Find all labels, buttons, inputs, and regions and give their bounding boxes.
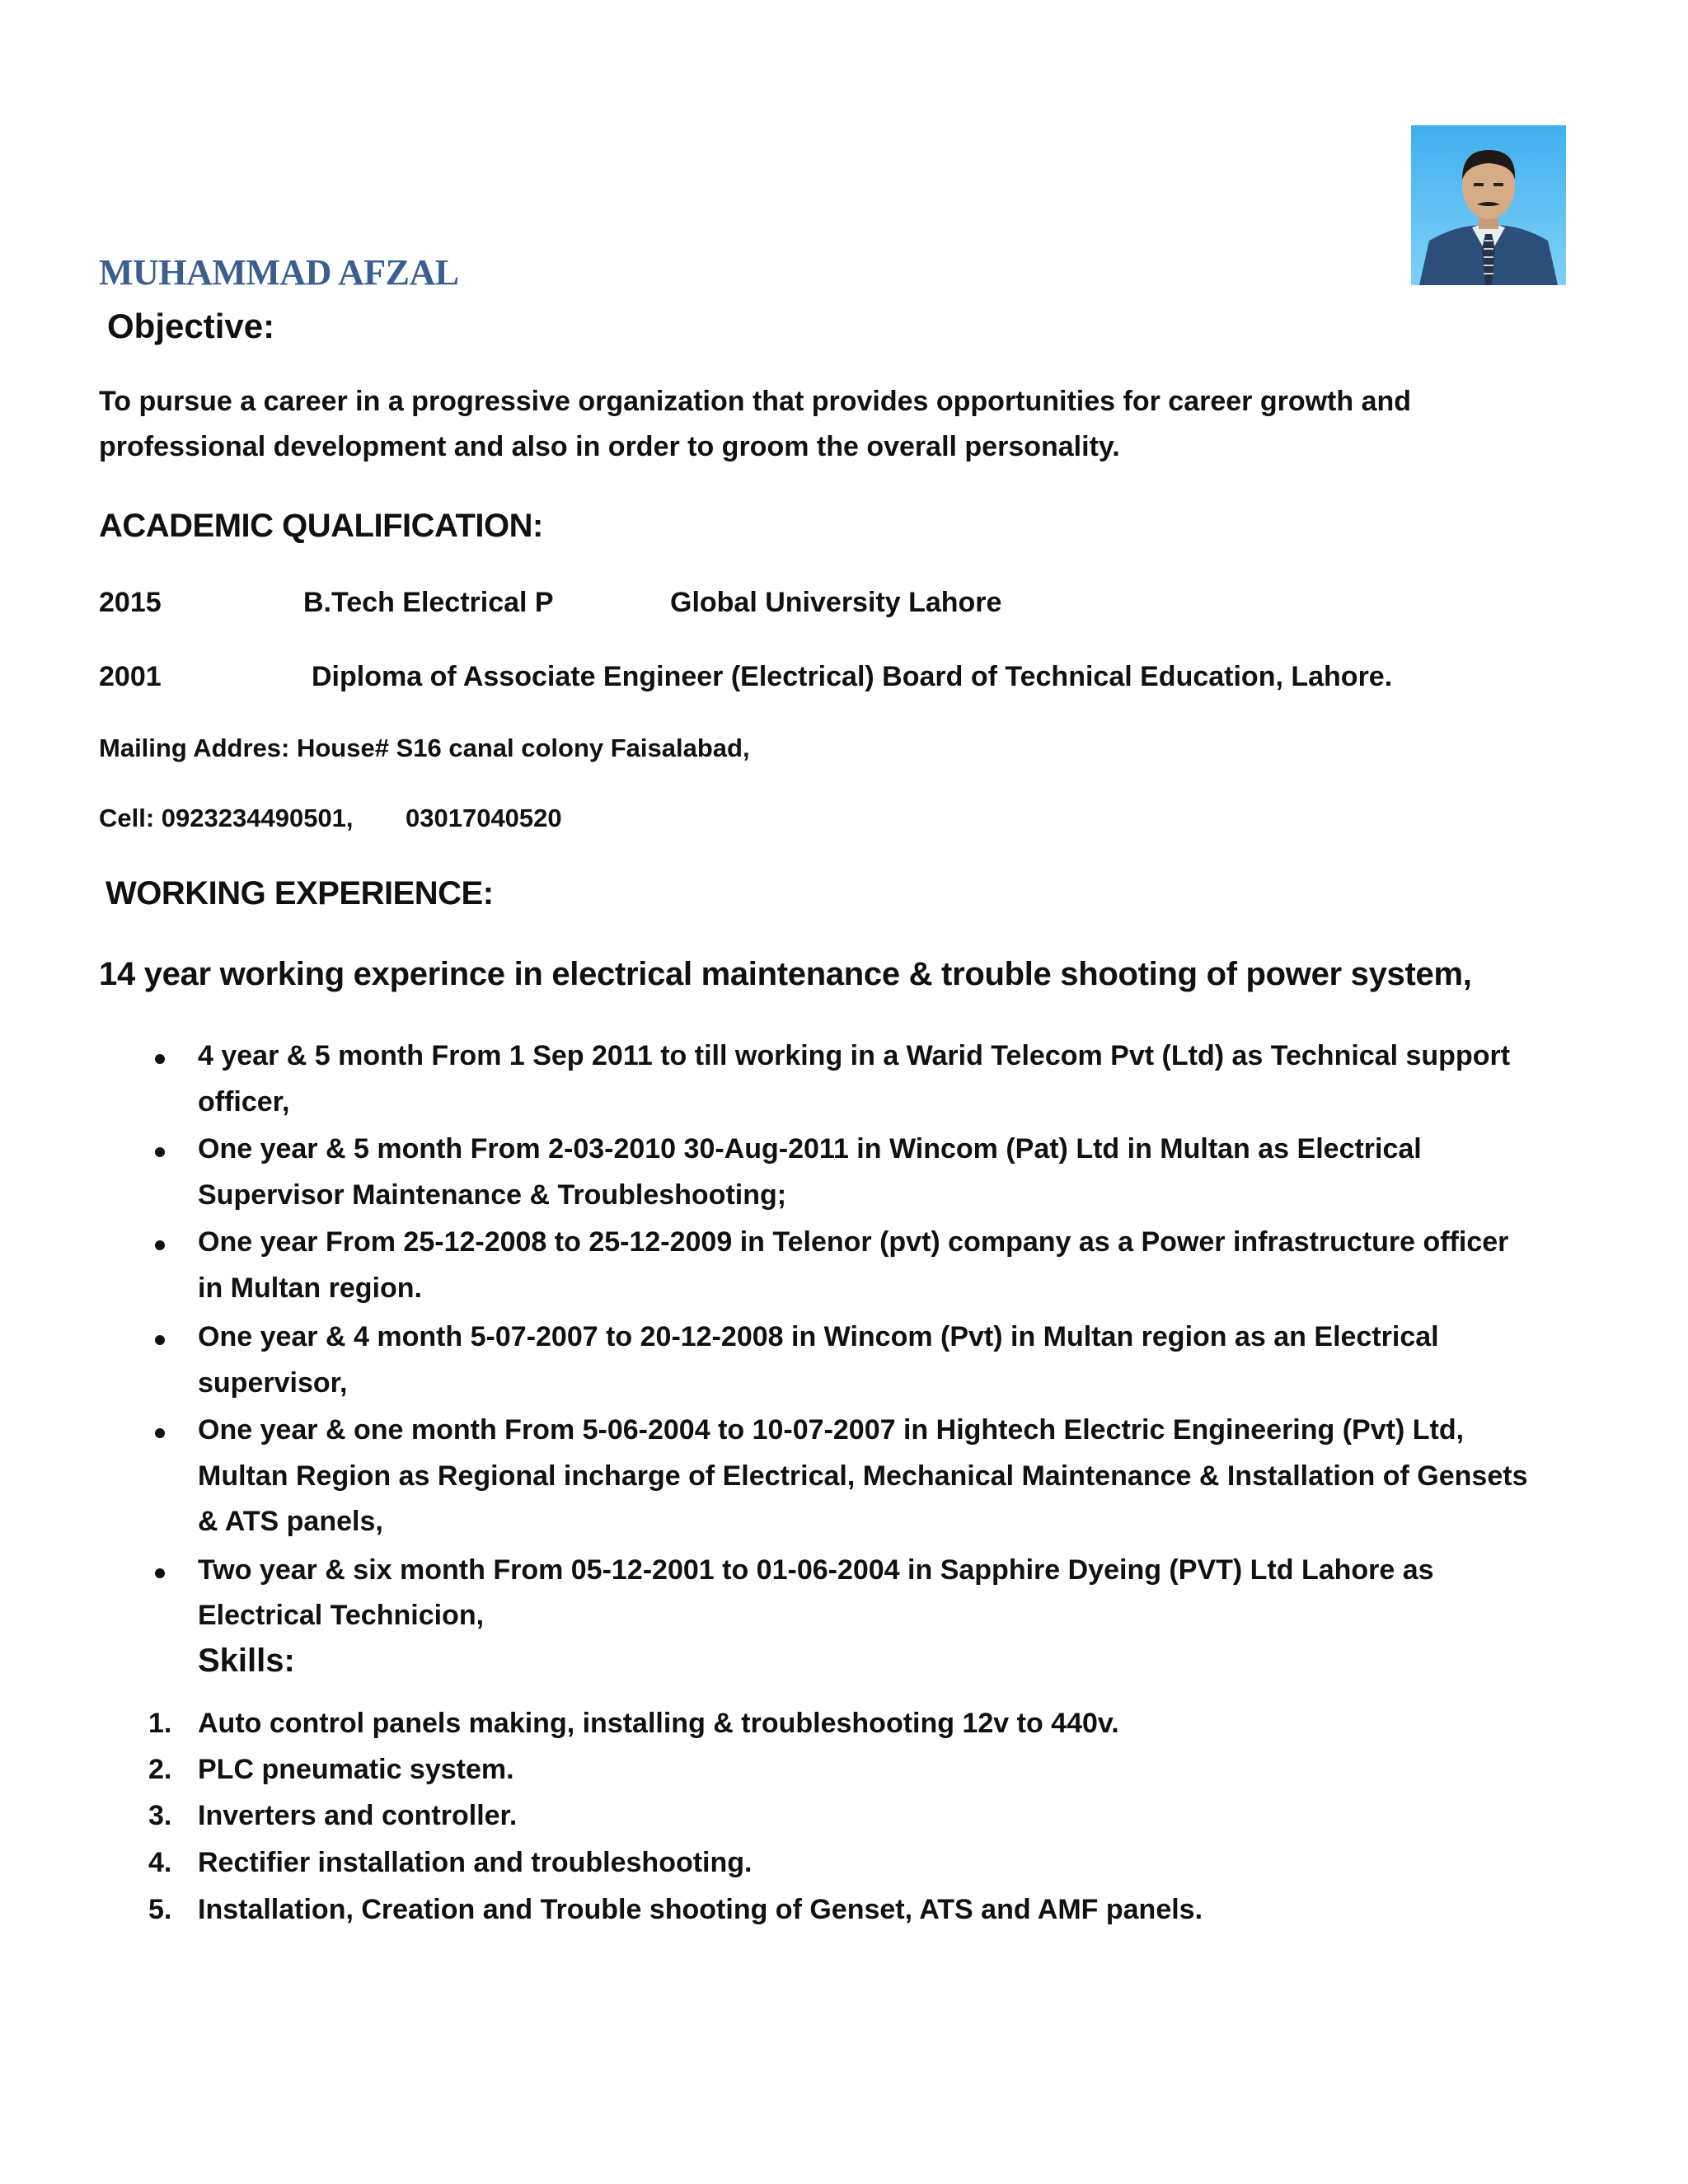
experience-heading: WORKING EXPERIENCE: <box>106 875 494 912</box>
skill-item: Installation, Creation and Trouble shooting of Genset, ATS and AMF panels. <box>198 1894 1203 1925</box>
skill-number: 4. <box>148 1847 172 1878</box>
experience-item-line: supervisor, <box>198 1367 348 1399</box>
objective-text-line: To pursue a career in a progressive organization that provides opportunities for career growth and <box>99 386 1412 417</box>
skill-item: Rectifier installation and troubleshooting. <box>198 1847 753 1878</box>
objective-heading: Objective: <box>107 307 275 345</box>
skill-number: 2. <box>148 1754 172 1785</box>
skill-item: Inverters and controller. <box>198 1800 518 1831</box>
experience-item-line: One year & 5 month From 2-03-2010 30-Aug-2011 in Wincom (Pat) Ltd in Multan as Electrical <box>198 1133 1422 1165</box>
bullet-icon <box>155 1054 165 1064</box>
skill-number: 5. <box>148 1894 172 1925</box>
skill-item: PLC pneumatic system. <box>198 1754 514 1785</box>
experience-item-line: Electrical Technicion, <box>198 1600 485 1631</box>
experience-item-line: officer, <box>198 1086 290 1118</box>
skill-item: Auto control panels making, installing & troubleshooting 12v to 440v. <box>198 1708 1119 1739</box>
academic-heading: ACADEMIC QUALIFICATION: <box>99 508 543 544</box>
profile-photo <box>1411 125 1566 285</box>
education-year: 2001 <box>99 661 162 692</box>
skill-number: 3. <box>148 1800 172 1831</box>
education-degree: Diploma of Associate Engineer (Electrical) Board of Technical Education, Lahore. <box>312 661 1393 692</box>
bullet-icon <box>155 1147 165 1157</box>
skill-number: 1. <box>148 1708 172 1739</box>
experience-item-line: One year & one month From 5-06-2004 to 10-07-2007 in Hightech Electric Engineering (Pvt) Ltd, <box>198 1414 1465 1446</box>
education-year: 2015 <box>99 587 162 618</box>
education-degree: B.Tech Electrical P <box>303 587 554 618</box>
candidate-name: MUHAMMAD AFZAL <box>99 252 459 293</box>
cell-number-second: 03017040520 <box>406 804 562 832</box>
cell-number: Cell: 0923234490501, <box>99 804 354 832</box>
experience-item-line: One year From 25-12-2008 to 25-12-2009 in Telenor (pvt) company as a Power infrastructure officer <box>198 1226 1509 1258</box>
experience-item-line: 4 year & 5 month From 1 Sep 2011 to till working in a Warid Telecom Pvt (Ltd) as Technical support <box>198 1040 1511 1071</box>
experience-item-line: Multan Region as Regional incharge of Electrical, Mechanical Maintenance & Installation of Gensets <box>198 1460 1528 1492</box>
experience-item-line: Two year & six month From 05-12-2001 to 01-06-2004 in Sapphire Dyeing (PVT) Ltd Lahore as <box>198 1554 1434 1586</box>
education-institution: Global University Lahore <box>670 587 1002 618</box>
mailing-address: Mailing Addres: House# S16 canal colony Faisalabad, <box>99 733 750 762</box>
bullet-icon <box>155 1428 165 1438</box>
bullet-icon <box>155 1335 165 1345</box>
objective-text-line: professional development and also in order to groom the overall personality. <box>99 431 1120 462</box>
bullet-icon <box>155 1240 165 1250</box>
experience-item-line: Supervisor Maintenance & Troubleshooting; <box>198 1179 787 1211</box>
experience-item-line: in Multan region. <box>198 1272 422 1304</box>
experience-item-line: One year & 4 month 5-07-2007 to 20-12-2008 in Wincom (Pvt) in Multan region as an Electrical <box>198 1321 1439 1352</box>
experience-summary: 14 year working experince in electrical maintenance & trouble shooting of power system, <box>99 956 1472 992</box>
bullet-icon <box>155 1568 165 1578</box>
skills-heading: Skills: <box>198 1643 295 1679</box>
experience-item-line: & ATS panels, <box>198 1506 383 1537</box>
